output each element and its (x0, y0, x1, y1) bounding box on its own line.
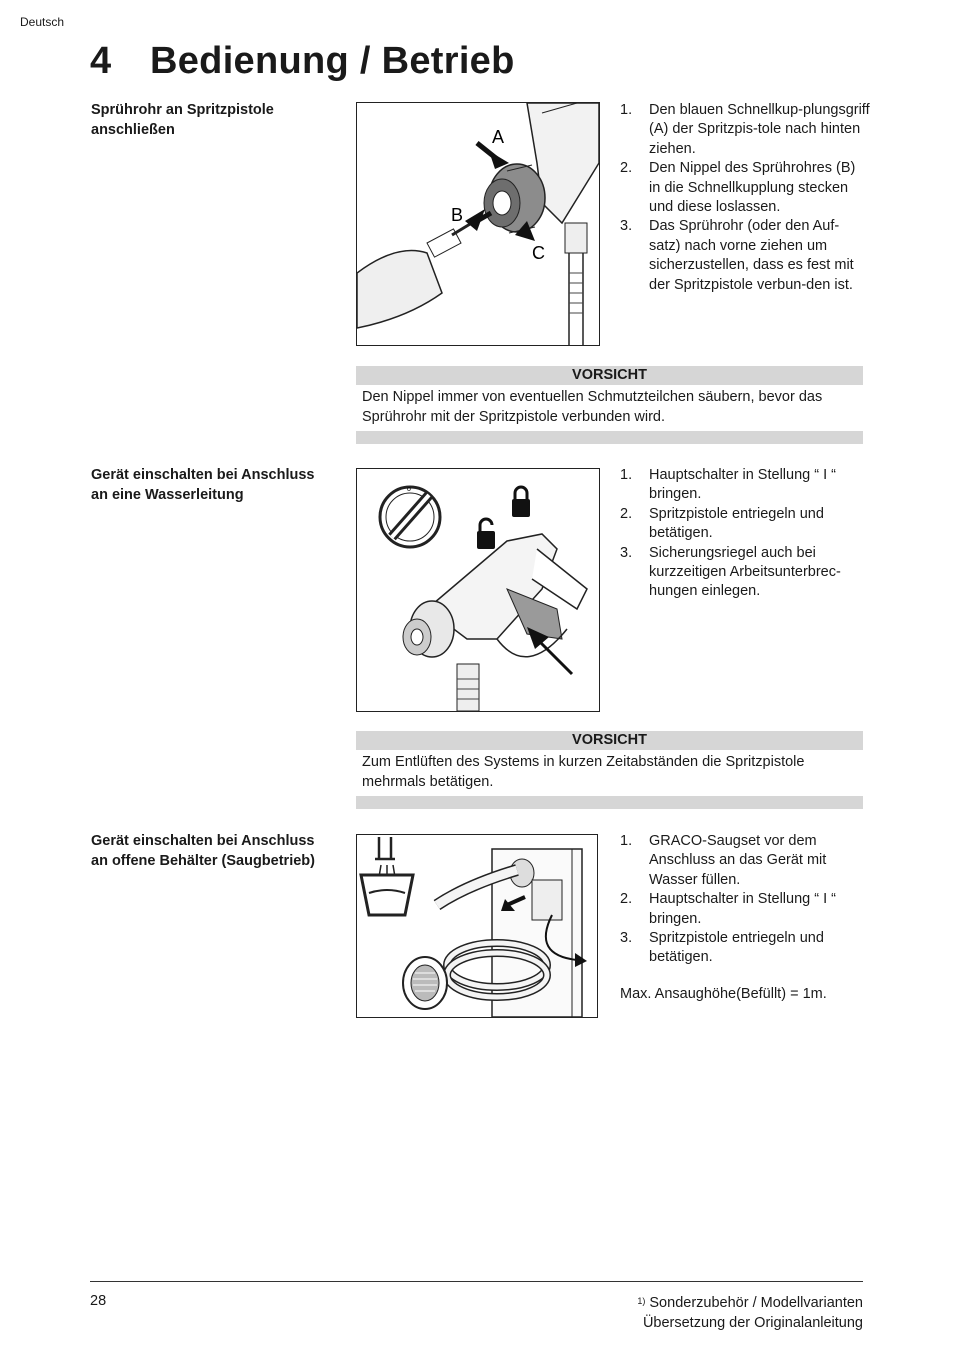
footnote-mark: 1) (637, 1296, 646, 1306)
step-item: 2. Spritzpistole entriegeln und betätigen. (620, 505, 824, 542)
step-item: 3. Das Sprührohr (oder den Auf-satz) nach vorne ziehen um sicherzustellen, dass es fest mit der Spritzpistole verbun-den ist. (620, 218, 854, 293)
step-list-connect-lance (620, 101, 870, 295)
lock-open-icon (477, 531, 495, 549)
step-item: 2. Den Nippel des Sprührohres (B) in die Schnellkupplung stecken und diese loslassen. (620, 160, 856, 216)
step-list-suction (620, 832, 870, 968)
chapter-number: 4 (90, 40, 112, 82)
figure-label-b: B (451, 205, 464, 225)
language-label: Deutsch (20, 15, 65, 29)
page-number: 28 (90, 1293, 107, 1309)
chapter-title: Bedienung / Betrieb (150, 40, 515, 82)
caution-box-venting (356, 731, 863, 809)
figure-gun-lock (356, 468, 600, 712)
section-title-connect-lance: Sprührohr an Spritzpistole anschließen (91, 102, 274, 138)
step-item: 3. Sicherungsriegel auch bei kurzzeitigen Arbeitsunterbrec-hungen einlegen. (620, 544, 841, 600)
figure-lance-coupling (356, 102, 600, 346)
footer-line-1: $^{1)}$ Sonderzubehör / Modellvarianten (637, 1295, 863, 1311)
section-title-water-supply: Gerät einschalten bei Anschluss an eine Wasserleitung (91, 467, 315, 503)
caution-label: VORSICHT (356, 366, 863, 385)
chapter-heading (90, 40, 515, 83)
step-item: 1. Hauptschalter in Stellung “ I “ bringen. (620, 467, 836, 503)
section-title-suction: Gerät einschalten bei Anschluss an offene Behälter (Saugbetrieb) (91, 833, 315, 869)
footer-notes (637, 1293, 863, 1333)
caution-end-bar (356, 796, 863, 809)
lock-closed-icon (512, 499, 530, 517)
step-item: 3. Spritzpistole entriegeln und betätigen. (620, 930, 824, 966)
figure-label-c: C (532, 243, 545, 263)
caution-text: Den Nippel immer von eventuellen Schmutzteilchen säubern, bevor das Sprührohr mit der Spritzpistole verbunden wird. (362, 389, 823, 425)
caution-label: VORSICHT (356, 731, 863, 750)
footer-divider (90, 1281, 863, 1282)
step-item: 1. GRACO-Saugset vor dem Anschluss an das Gerät mit Wasser füllen. (620, 833, 827, 888)
step-list-water-supply (620, 466, 870, 602)
step-item: 2. Hauptschalter in Stellung “ I “ bringen. (620, 891, 836, 927)
footer-line-2: Übersetzung der Originalanleitung (642, 1315, 863, 1331)
figure-suction-set (356, 834, 598, 1018)
caution-text: Zum Entlüften des Systems in kurzen Zeitabständen die Spritzpistole mehrmals betätigen. (362, 754, 805, 790)
caution-box-nipple (356, 366, 863, 444)
figure-label-a: A (492, 127, 505, 147)
step-item: 1. Den blauen Schnellkup-plungsgriff (A) der Spritzpis-tole nach hinten ziehen. (620, 102, 870, 157)
max-suction-height-note: Max. Ansaughöhe(Befüllt) = 1m. (620, 986, 827, 1002)
caution-end-bar (356, 431, 863, 444)
svg-text:o: o (407, 486, 411, 493)
